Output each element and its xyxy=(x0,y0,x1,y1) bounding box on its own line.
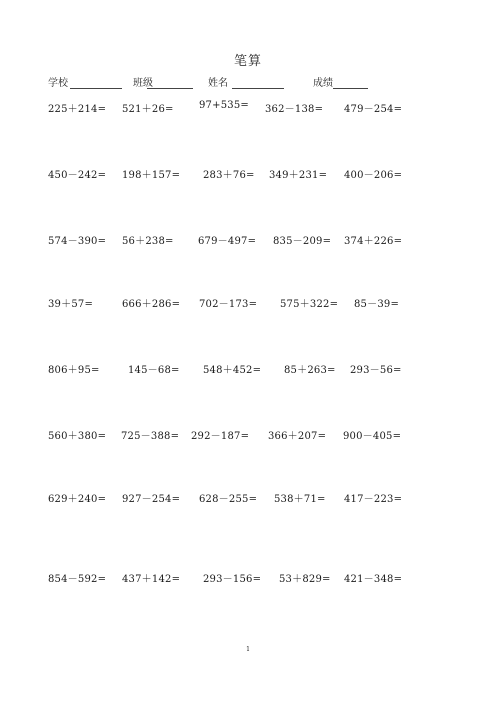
school-blank[interactable] xyxy=(70,88,122,89)
problem-6-5: 900－405= xyxy=(343,431,402,442)
score-blank[interactable] xyxy=(333,88,368,89)
problem-6-2: 725－388= xyxy=(121,431,180,442)
problem-8-1: 854－592= xyxy=(48,574,107,585)
problem-2-5: 400－206= xyxy=(344,170,403,181)
problem-5-5: 293－56= xyxy=(350,365,402,376)
problem-3-4: 835－209= xyxy=(273,236,332,247)
problem-7-1: 629＋240= xyxy=(48,494,107,505)
problem-4-1: 39＋57= xyxy=(48,299,94,310)
problem-5-2: 145－68= xyxy=(128,365,180,376)
class-label: 班级 xyxy=(133,78,153,89)
problem-3-2: 56＋238= xyxy=(122,236,174,247)
problem-8-3: 293－156= xyxy=(203,574,262,585)
problem-4-4: 575＋322= xyxy=(280,299,339,310)
class-blank[interactable] xyxy=(147,88,193,89)
problem-1-2: 521＋26= xyxy=(122,104,174,115)
problem-7-4: 538＋71= xyxy=(274,494,326,505)
problem-3-3: 679－497= xyxy=(198,236,257,247)
problem-2-3: 283＋76= xyxy=(203,170,255,181)
problem-7-5: 417－223= xyxy=(344,494,403,505)
problem-1-3: 97+535= xyxy=(199,100,249,111)
problem-8-4: 53＋829= xyxy=(279,574,331,585)
problem-3-5: 374＋226= xyxy=(344,236,403,247)
problem-7-3: 628－255= xyxy=(199,494,258,505)
problem-2-2: 198＋157= xyxy=(122,170,181,181)
problem-4-3: 702－173= xyxy=(199,299,258,310)
problem-3-1: 574－390= xyxy=(48,236,107,247)
page-number: 1 xyxy=(246,646,250,653)
school-label: 学校 xyxy=(48,78,68,89)
problem-2-4: 349＋231= xyxy=(269,170,328,181)
name-label: 姓名 xyxy=(208,78,228,89)
problem-4-2: 666＋286= xyxy=(122,299,181,310)
problem-1-5: 479－254= xyxy=(344,104,403,115)
score-label: 成绩 xyxy=(313,78,333,89)
page-title: 笔算 xyxy=(233,54,262,69)
problem-5-1: 806＋95= xyxy=(48,365,100,376)
problem-6-3: 292－187= xyxy=(191,431,250,442)
problem-8-5: 421－348= xyxy=(344,574,403,585)
problem-6-1: 560＋380= xyxy=(48,431,107,442)
problem-1-4: 362－138= xyxy=(265,104,324,115)
problem-5-4: 85＋263= xyxy=(284,365,336,376)
problem-4-5: 85－39= xyxy=(354,299,400,310)
name-blank[interactable] xyxy=(232,88,284,89)
problem-2-1: 450－242= xyxy=(48,170,107,181)
problem-1-1: 225＋214= xyxy=(48,104,107,115)
problem-6-4: 366＋207= xyxy=(268,431,327,442)
problem-7-2: 927－254= xyxy=(122,494,181,505)
problem-8-2: 437＋142= xyxy=(122,574,181,585)
problem-5-3: 548＋452= xyxy=(203,365,262,376)
